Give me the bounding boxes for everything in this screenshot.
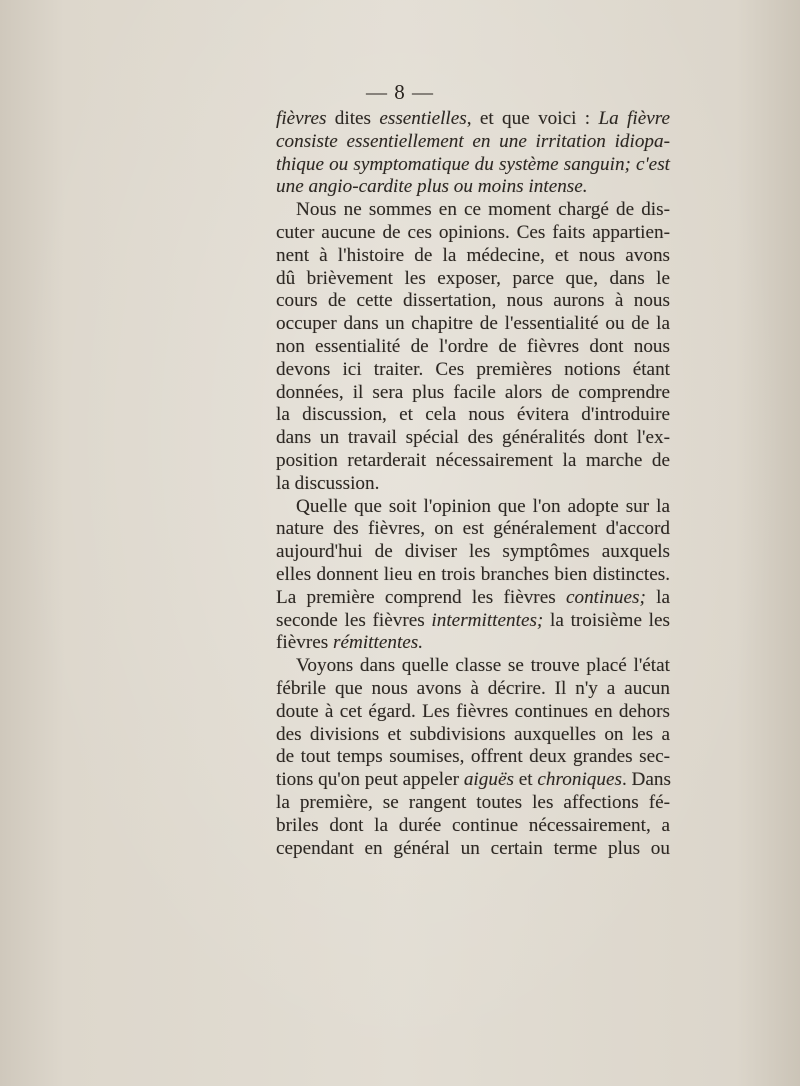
text-segment: la première, se rangent toutes les affections fé- — [276, 791, 670, 813]
text-line — [276, 541, 670, 564]
text-line — [276, 313, 670, 336]
text-line — [276, 336, 670, 359]
text-line — [276, 290, 670, 313]
text-line — [276, 792, 670, 815]
text-segment: cours de cette dissertation, nous aurons à nous — [276, 290, 670, 312]
text-segment: cuter aucune de ces opinions. Ces faits appartien- — [276, 221, 670, 243]
italic-text: aiguës — [463, 769, 514, 791]
italic-text: La fièvre — [598, 108, 670, 129]
text-line — [276, 496, 670, 519]
body-text — [276, 108, 670, 860]
text-line — [276, 815, 670, 838]
text-segment: doute à cet égard. Les fièvres continues en dehors — [276, 700, 670, 722]
text-segment: la discussion. — [276, 472, 380, 494]
text-line — [276, 564, 670, 587]
text-segment: devons ici traiter. Ces premières notions étant — [276, 358, 670, 380]
text-segment: nature des fièvres, on est généralement d'accord — [276, 518, 670, 540]
text-segment: des divisions et subdivisions auxquelles on les a — [276, 723, 670, 745]
text-line — [276, 678, 670, 701]
text-line — [276, 199, 670, 222]
text-segment: briles dont la durée continue nécessairement, a — [276, 814, 670, 836]
text-segment: tions qu'on peut appeler — [276, 769, 464, 791]
text-segment: dites — [326, 108, 380, 129]
text-segment: Quelle que soit l'opinion que l'on adopte sur la — [296, 495, 670, 517]
text-line — [276, 427, 670, 450]
text-segment: la discussion, et cela nous évitera d'introduire — [276, 404, 670, 426]
italic-text: intermittentes; — [431, 609, 544, 631]
text-segment: fièvres — [276, 632, 334, 654]
text-segment: . Dans — [621, 769, 671, 791]
text-line — [276, 724, 670, 747]
text-segment: elles donnent lieu en trois branches bien distinctes. — [276, 563, 670, 585]
text-segment: non essentialité de l'ordre de fièvres dont nous — [276, 335, 670, 357]
text-segment: fébrile que nous avons à décrire. Il n'y a aucun — [276, 677, 670, 699]
text-line — [276, 632, 670, 655]
italic-text: une angio-cardite plus ou moins intense. — [276, 176, 588, 198]
page-number: — 8 — — [366, 80, 434, 104]
text-line — [276, 701, 670, 724]
italic-text: consiste essentiellement en une irritation idiopa- — [276, 130, 670, 152]
text-line — [276, 769, 670, 792]
text-segment: aujourd'hui de diviser les symptômes auxquels — [276, 541, 670, 563]
italic-text: thique ou symptomatique du système sanguin; c'est — [276, 153, 670, 175]
text-segment: nent à l'histoire de la médecine, et nous avons — [276, 244, 670, 266]
italic-text: essentielles — [379, 108, 467, 129]
text-line — [276, 655, 670, 678]
text-line — [276, 108, 670, 131]
text-line — [276, 359, 670, 382]
italic-text: chroniques — [537, 769, 622, 791]
text-line — [276, 176, 670, 199]
text-line — [276, 838, 670, 861]
italic-text: rémittentes. — [333, 632, 424, 654]
text-segment: la troisième les — [543, 609, 670, 631]
text-segment: seconde les fièvres — [276, 609, 432, 631]
italic-text: fièvres — [276, 108, 327, 129]
text-line — [276, 518, 670, 541]
text-line — [276, 154, 670, 177]
text-segment: position retarderait nécessairement la marche de — [276, 449, 670, 471]
text-line — [276, 131, 670, 154]
text-segment: dans un travail spécial des généralités dont l'ex- — [276, 427, 670, 449]
text-line — [276, 587, 670, 610]
text-line — [276, 473, 670, 496]
text-segment: Nous ne sommes en ce moment chargé de dis- — [296, 199, 670, 221]
text-segment: occuper dans un chapitre de l'essentialité ou de la — [276, 313, 670, 335]
text-line — [276, 382, 670, 405]
text-segment: Voyons dans quelle classe se trouve placé l'état — [296, 655, 670, 677]
text-segment: données, il sera plus facile alors de comprendre — [276, 381, 670, 403]
text-line — [276, 245, 670, 268]
text-segment: , et que voici : — [466, 108, 599, 129]
text-line — [276, 404, 670, 427]
text-line — [276, 746, 670, 769]
text-line — [276, 450, 670, 473]
text-segment: de tout temps soumises, offrent deux grandes sec- — [276, 746, 670, 768]
text-segment: La première comprend les fièvres — [276, 586, 566, 608]
italic-text: continues; — [565, 586, 646, 608]
text-segment: et — [513, 769, 538, 791]
text-segment: la — [645, 586, 670, 608]
text-line — [276, 610, 670, 633]
text-line — [276, 222, 670, 245]
text-line — [276, 268, 670, 291]
text-segment: dû brièvement les exposer, parce que, dans le — [276, 267, 670, 289]
text-segment: cependant en général un certain terme plus ou — [276, 837, 670, 859]
